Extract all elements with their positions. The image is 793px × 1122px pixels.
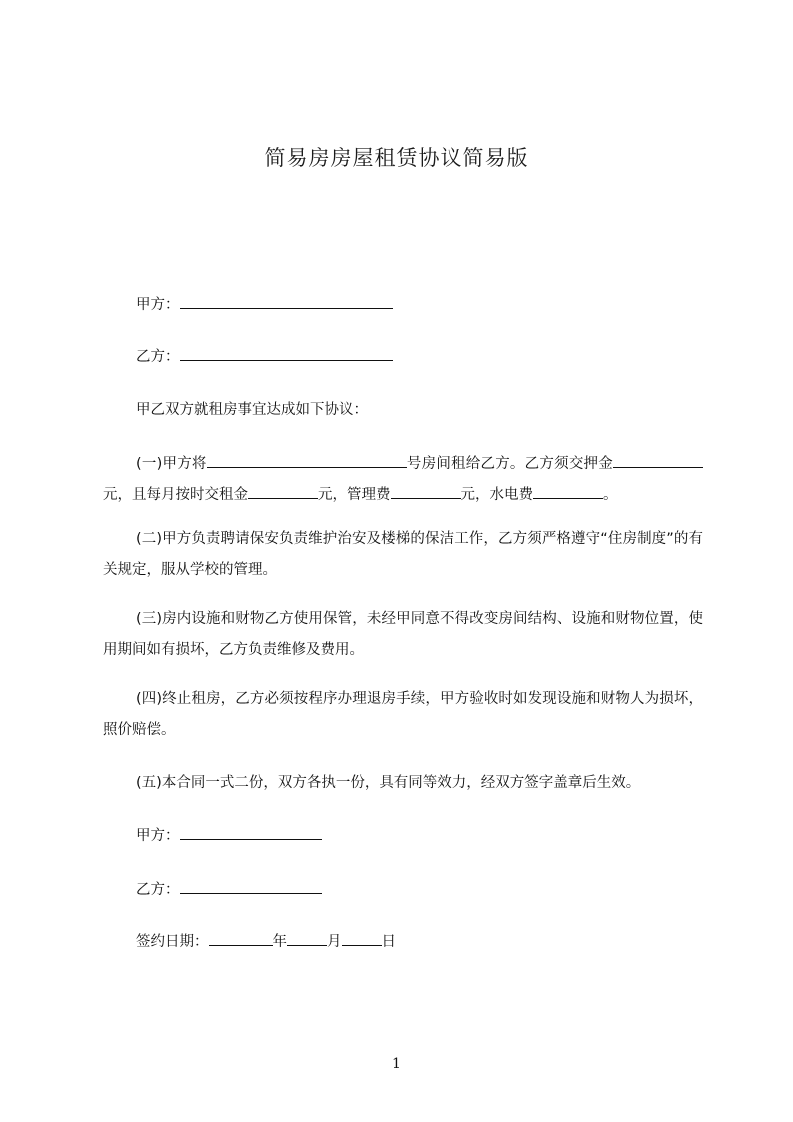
utility-fee-blank: [533, 484, 603, 499]
year-label: 年: [272, 934, 287, 950]
intro-text: 甲乙双方就租房事宜达成如下协议：: [136, 402, 368, 418]
party-b-blank: [180, 346, 393, 361]
party-a-line: [103, 294, 736, 315]
sign-party-a-label: 甲方：: [136, 828, 180, 844]
clause-2: [103, 524, 703, 586]
clause-4-text: (四)终止租房，乙方必须按程序办理退房手续，甲方验收时如发现设施和财物人为损坏，照价赔偿。: [103, 691, 703, 738]
sign-party-b-blank: [180, 879, 322, 894]
deposit-blank: [613, 453, 703, 468]
month-label: 月: [327, 934, 342, 950]
clause-1-text-d: 元，管理费: [318, 487, 391, 503]
clause-3: [103, 604, 703, 666]
clause-4: [103, 684, 703, 746]
sign-party-b-label: 乙方：: [136, 882, 180, 898]
clause-1-text-e: 元，水电费: [460, 487, 533, 503]
party-b-line: [103, 346, 736, 367]
document-title: 简易房房屋租赁协议简易版: [264, 146, 529, 170]
clause-1-text-c: 元，且每月按时交租金: [103, 487, 248, 503]
sign-party-a-blank: [180, 825, 322, 840]
management-fee-blank: [391, 484, 461, 499]
sign-date-label: 签约日期：: [136, 934, 209, 950]
party-a-blank: [180, 294, 393, 309]
clause-1: [103, 449, 703, 511]
clause-3-text: (三)房内设施和财物乙方使用保管，未经甲同意不得改变房间结构、设施和财物位置，使用期间如有损坏，乙方负责维修及费用。: [103, 611, 703, 658]
day-blank: [342, 931, 382, 946]
clause-5-text: (五)本合同一式二份，双方各执一份，具有同等效力，经双方签字盖章后生效。: [136, 775, 641, 791]
sign-party-b-line: [103, 879, 736, 900]
clause-1-text-f: 。: [603, 487, 618, 503]
clause-5: [103, 773, 736, 793]
party-a-label: 甲方：: [136, 297, 180, 313]
sign-date-line: [103, 931, 736, 952]
month-blank: [287, 931, 327, 946]
party-b-label: 乙方：: [136, 349, 180, 365]
intro-line: [103, 400, 736, 420]
year-blank: [209, 931, 273, 946]
sign-party-a-line: [103, 825, 736, 846]
page-number: 1: [392, 1056, 401, 1072]
day-label: 日: [381, 934, 396, 950]
clause-1-text-b: 号房间租给乙方。乙方须交押金: [406, 456, 613, 472]
room-number-blank: [207, 453, 407, 468]
clause-1-text-a: (一)甲方将: [136, 456, 207, 472]
rent-blank: [248, 484, 318, 499]
clause-2-text: (二)甲方负责聘请保安负责维护治安及楼梯的保洁工作，乙方须严格遵守“住房制度”的有关规定，服从学校的管理。: [103, 531, 703, 578]
